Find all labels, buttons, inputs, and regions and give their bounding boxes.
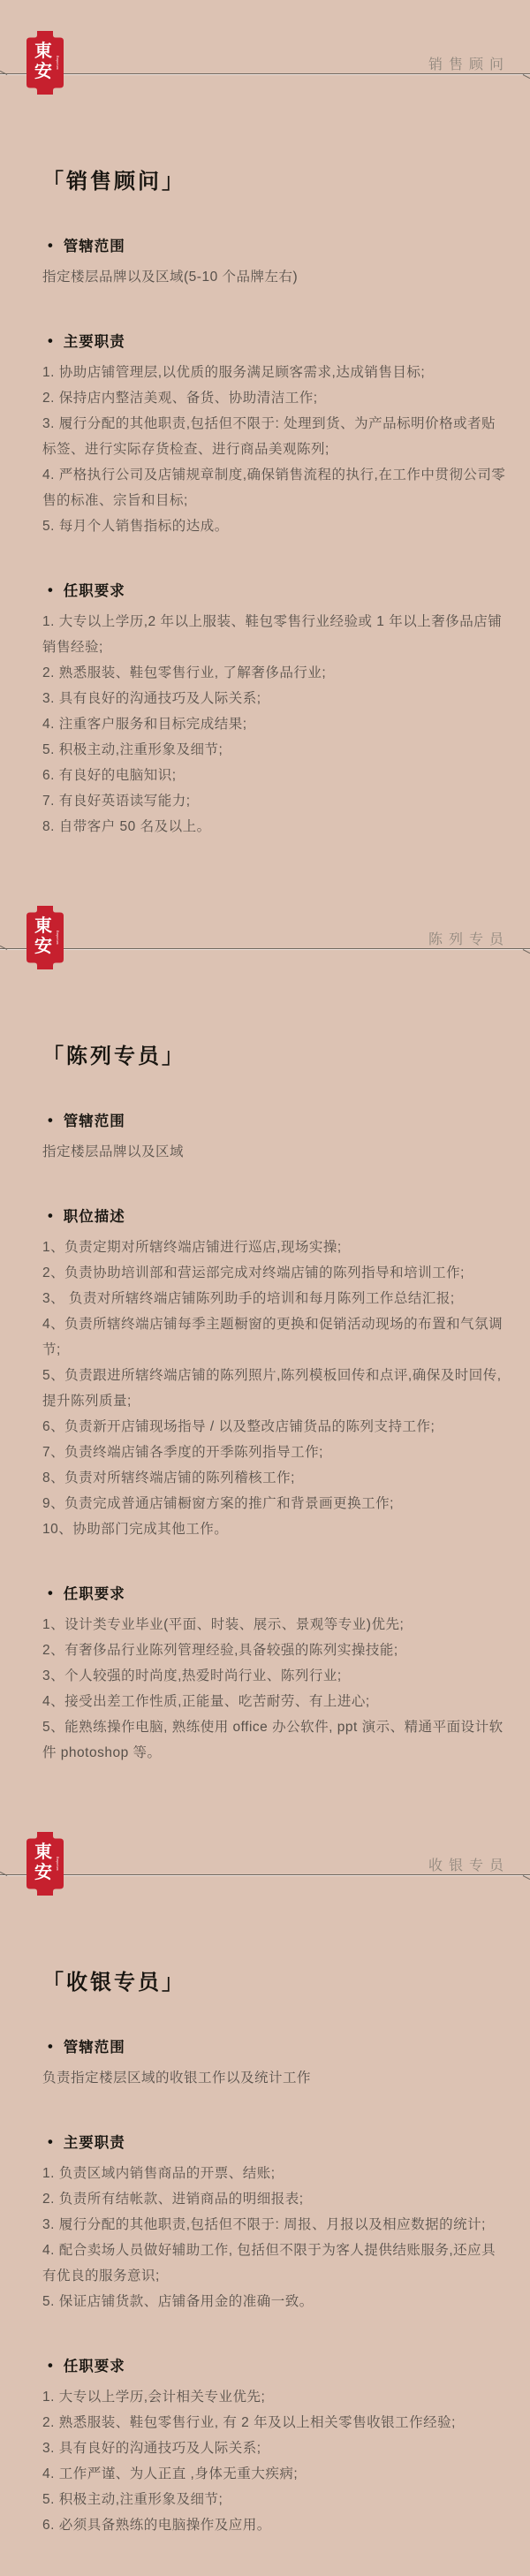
header-divider-line <box>0 73 530 74</box>
block-heading <box>48 2354 507 2375</box>
job-detail-line: 2. 熟悉服装、鞋包零售行业, 了解奢侈品行业; <box>42 665 327 680</box>
job-detail-line: 2、负责协助培训部和营运部完成对终端店铺的陈列指导和培训工作; <box>42 1265 465 1280</box>
logo-side-text: Emporium <box>56 1857 59 1871</box>
logo-char-top: 東 <box>34 1843 52 1862</box>
job-blocks <box>0 234 530 840</box>
job-detail-line: 8、负责对所辖终端店铺的陈列稽核工作; <box>42 1470 295 1486</box>
job-detail-line: 3. 履行分配的其他职责,包括但不限于: 周报、月报以及相应数据的统计; <box>42 2217 486 2232</box>
job-detail-line: 2. 熟悉服装、鞋包零售行业, 有 2 年及以上相关零售收银工作经验; <box>42 2415 456 2430</box>
job-detail-line: 5. 积极主动,注重形象及细节; <box>42 2492 223 2507</box>
job-detail-line: 1. 负责区域内销售商品的开票、结账; <box>42 2166 276 2181</box>
block-heading <box>48 234 507 255</box>
dongan-logo <box>25 31 65 95</box>
job-detail-line: 2. 负责所有结帐款、进销商品的明细报表; <box>42 2192 304 2207</box>
dongan-plaque-icon <box>25 1832 65 1896</box>
job-detail-line: 4. 注重客户服务和目标完成结果; <box>42 717 247 732</box>
block-lines <box>42 2065 507 2091</box>
block-lines <box>42 264 507 290</box>
job-block <box>42 2035 507 2091</box>
job-detail-line: 2、有奢侈品行业陈列管理经验,具备较强的陈列实操技能; <box>42 1643 398 1658</box>
job-detail-line: 10、协助部门完成其他工作。 <box>42 1522 229 1537</box>
bullet-dot-icon: • <box>48 238 54 254</box>
logo-char-bottom: 安 <box>34 1863 52 1882</box>
header-divider-line <box>0 1874 530 1875</box>
block-heading-label: 任职要求 <box>63 2359 125 2375</box>
job-detail-line: 3、个人较强的时尚度,热爱时尚行业、陈列行业; <box>42 1668 342 1683</box>
job-block <box>42 2131 507 2314</box>
job-block <box>42 1109 507 1165</box>
job-detail-line: 9、负责完成普通店铺橱窗方案的推广和背景画更换工作; <box>42 1496 394 1511</box>
job-detail-line: 1. 大专以上学历,2 年以上服装、鞋包零售行业经验或 1 年以上奢侈品店铺销售经验; <box>42 614 503 655</box>
job-block <box>42 579 507 840</box>
job-detail-line: 8. 自带客户 50 名及以上。 <box>42 819 211 834</box>
job-section <box>0 1832 530 2538</box>
header-job-label: 收银专员 <box>428 1858 510 1873</box>
block-lines <box>42 2161 507 2314</box>
logo-char-top: 東 <box>34 42 52 61</box>
block-heading-label: 任职要求 <box>63 1586 125 1602</box>
section-header <box>0 31 530 93</box>
job-detail-line: 5. 积极主动,注重形象及细节; <box>42 742 223 757</box>
job-blocks <box>0 1109 530 1766</box>
block-heading <box>48 2131 507 2152</box>
job-title: 「陈列专员」 <box>42 1045 186 1068</box>
block-lines <box>42 2384 507 2538</box>
job-detail-line: 3. 具有良好的沟通技巧及人际关系; <box>42 2441 261 2456</box>
job-title: 「销售顾问」 <box>42 170 186 194</box>
job-block <box>42 330 507 539</box>
block-heading-label: 管辖范围 <box>63 2040 125 2055</box>
job-detail-line: 3. 履行分配的其他职责,包括但不限于: 处理到货、为产品标明价格或者贴标签、进行实际存货检查、进行商品美观陈列; <box>42 416 496 457</box>
dongan-logo <box>25 906 65 969</box>
logo-char-bottom: 安 <box>34 937 52 956</box>
job-detail-line: 6. 有良好的电脑知识; <box>42 768 177 783</box>
job-detail-line: 3. 具有良好的沟通技巧及人际关系; <box>42 691 261 706</box>
job-detail-line: 6. 必须具备熟练的电脑操作及应用。 <box>42 2518 271 2533</box>
job-section <box>0 31 530 840</box>
dongan-plaque-icon <box>25 31 65 95</box>
job-detail-line: 1、负责定期对所辖终端店铺进行巡店,现场实操; <box>42 1240 342 1255</box>
section-header <box>0 1832 530 1894</box>
section-header <box>0 906 530 968</box>
block-heading <box>48 579 507 600</box>
block-heading-label: 主要职责 <box>63 334 125 350</box>
header-job-label: 销售顾问 <box>428 57 510 72</box>
bullet-dot-icon: • <box>48 333 54 349</box>
job-detail-line: 1. 协助店铺管理层,以优质的服务满足顾客需求,达成销售目标; <box>42 365 426 380</box>
job-detail-line: 指定楼层品牌以及区域 <box>42 1144 185 1159</box>
dongan-plaque-icon <box>25 906 65 969</box>
block-heading <box>48 1109 507 1130</box>
job-detail-line: 7、负责终端店铺各季度的开季陈列指导工作; <box>42 1445 323 1460</box>
job-detail-line: 4、负责所辖终端店铺每季主题橱窗的更换和促销活动现场的布置和气氛调节; <box>42 1317 504 1357</box>
bullet-dot-icon: • <box>48 2358 54 2374</box>
bullet-dot-icon: • <box>48 2134 54 2150</box>
job-detail-line: 1、设计类专业毕业(平面、时装、展示、景观等专业)优先; <box>42 1617 405 1632</box>
block-heading-label: 职位描述 <box>63 1209 125 1225</box>
block-lines <box>42 609 507 840</box>
block-lines <box>42 1235 507 1542</box>
job-detail-line: 5、能熟练操作电脑, 熟练使用 office 办公软件, ppt 演示、精通平面设计软件 photoshop 等。 <box>42 1720 504 1760</box>
job-blocks <box>0 2035 530 2538</box>
job-detail-line: 4、接受出差工作性质,正能量、吃苦耐劳、有上进心; <box>42 1694 370 1709</box>
job-detail-line: 5. 每月个人销售指标的达成。 <box>42 519 229 534</box>
header-divider-line <box>0 948 530 949</box>
logo-side-text: Emporium <box>56 931 59 945</box>
job-section <box>0 906 530 1766</box>
block-heading <box>48 1204 507 1226</box>
bullet-dot-icon: • <box>48 1113 54 1128</box>
job-block <box>42 2354 507 2538</box>
job-detail-line: 5、负责跟进所辖终端店铺的陈列照片,陈列模板回传和点评,确保及时回传,提升陈列质量; <box>42 1368 502 1409</box>
block-heading-label: 管辖范围 <box>63 1113 125 1129</box>
bullet-dot-icon: • <box>48 1585 54 1601</box>
job-block <box>42 1204 507 1542</box>
block-heading-label: 管辖范围 <box>63 239 125 255</box>
block-heading-label: 主要职责 <box>63 2135 125 2151</box>
block-heading <box>48 330 507 351</box>
job-block <box>42 1582 507 1766</box>
job-detail-line: 负责指定楼层区域的收银工作以及统计工作 <box>42 2071 312 2086</box>
block-lines <box>42 1612 507 1766</box>
block-heading-label: 任职要求 <box>63 583 125 599</box>
bullet-dot-icon: • <box>48 1208 54 1224</box>
bullet-dot-icon: • <box>48 2039 54 2055</box>
dongan-logo <box>25 1832 65 1896</box>
job-detail-line: 指定楼层品牌以及区域(5-10 个品牌左右) <box>42 270 299 285</box>
job-detail-line: 1. 大专以上学历,会计相关专业优先; <box>42 2390 266 2405</box>
job-detail-line: 4. 工作严谨、为人正直 ,身体无重大疾病; <box>42 2466 299 2481</box>
block-lines <box>42 360 507 539</box>
block-heading <box>48 1582 507 1603</box>
logo-char-bottom: 安 <box>34 62 52 81</box>
job-block <box>42 234 507 290</box>
block-heading <box>48 2035 507 2056</box>
bullet-dot-icon: • <box>48 582 54 598</box>
block-lines <box>42 1139 507 1165</box>
job-title: 「收银专员」 <box>42 1971 186 1995</box>
job-detail-line: 5. 保证店铺货款、店铺备用金的准确一致。 <box>42 2294 314 2309</box>
job-posting-page <box>0 31 530 2576</box>
job-detail-line: 4. 配合卖场人员做好辅助工作, 包括但不限于为客人提供结账服务,还应具有优良的服务意识; <box>42 2243 496 2283</box>
logo-side-text: Emporium <box>56 56 59 70</box>
job-detail-line: 4. 严格执行公司及店铺规章制度,确保销售流程的执行,在工作中贯彻公司零售的标准、宗旨和目标; <box>42 467 506 508</box>
job-detail-line: 7. 有良好英语读写能力; <box>42 794 191 809</box>
header-job-label: 陈列专员 <box>428 932 510 947</box>
logo-char-top: 東 <box>34 916 52 936</box>
job-detail-line: 3、 负责对所辖终端店铺陈列助手的培训和每月陈列工作总结汇报; <box>42 1291 455 1306</box>
job-detail-line: 2. 保持店内整洁美观、备货、协助清洁工作; <box>42 391 318 406</box>
job-detail-line: 6、负责新开店铺现场指导 / 以及整改店铺货品的陈列支持工作; <box>42 1419 435 1434</box>
